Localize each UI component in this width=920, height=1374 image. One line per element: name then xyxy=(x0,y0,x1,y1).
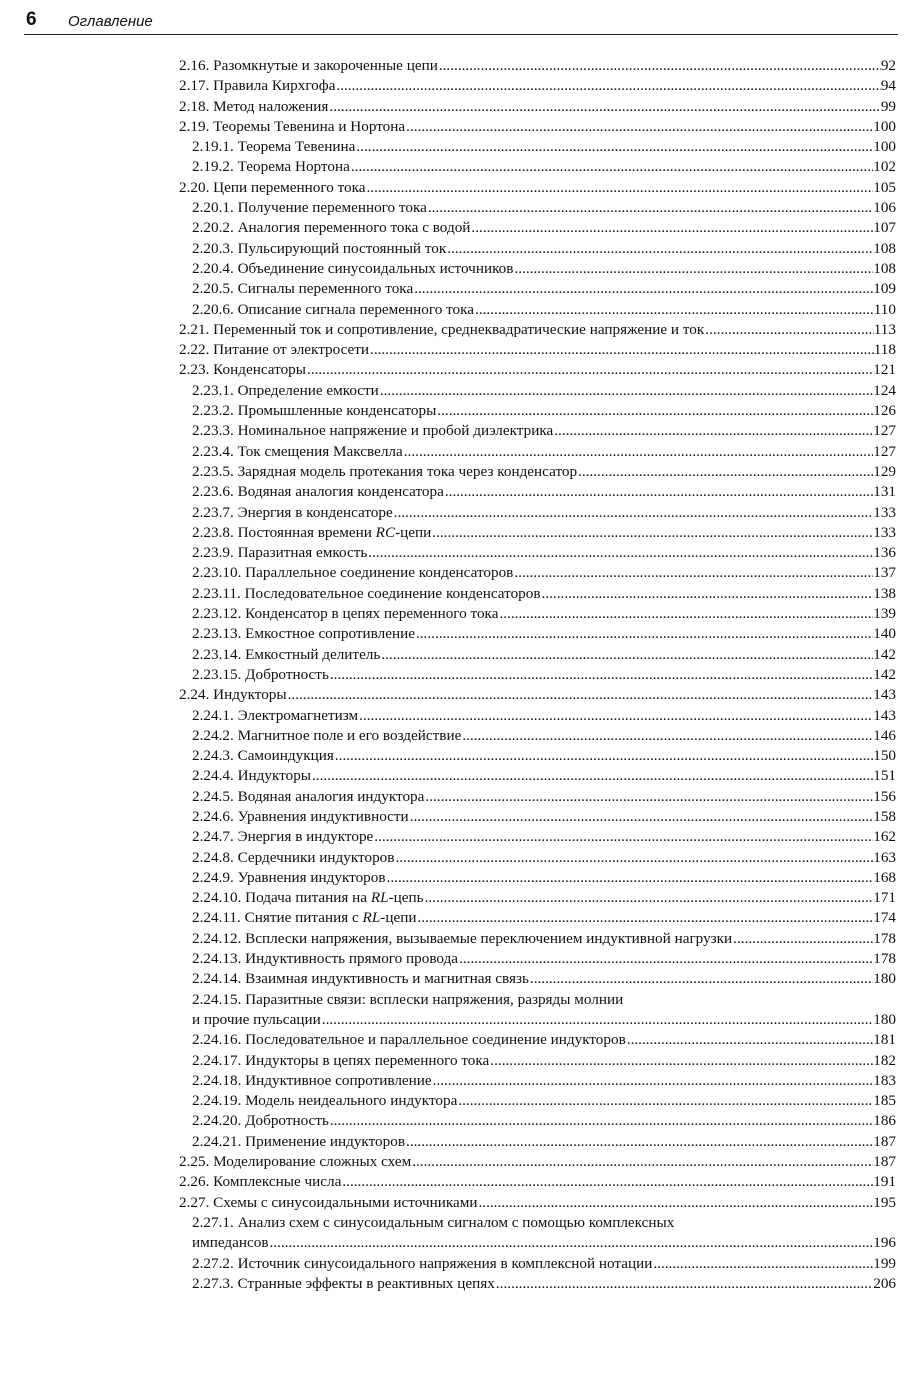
dot-leader xyxy=(355,137,873,157)
running-header xyxy=(24,8,898,35)
dot-leader xyxy=(495,1274,873,1294)
dot-leader xyxy=(405,1132,873,1152)
toc-entry-page: 183 xyxy=(873,1071,896,1089)
toc-entry[interactable] xyxy=(179,848,896,868)
toc-entry-title: 2.19.2. Теорема Нортона xyxy=(192,158,350,176)
toc-entry-page: 143 xyxy=(873,686,896,704)
toc-entry-page: 140 xyxy=(873,625,896,643)
toc-entry-title: 2.24.8. Сердечники индукторов xyxy=(192,848,395,866)
toc-entry[interactable] xyxy=(179,1132,896,1152)
toc-entry[interactable] xyxy=(179,137,896,157)
toc-entry-title: 2.24.17. Индукторы в цепях переменного тока xyxy=(192,1051,490,1069)
dot-leader xyxy=(541,584,874,604)
toc-entry-page: 127 xyxy=(873,422,896,440)
toc-entry-title: 2.24.4. Индукторы xyxy=(192,767,311,785)
dot-leader xyxy=(427,198,873,218)
toc-entry-page: 94 xyxy=(880,77,896,95)
dot-leader xyxy=(416,908,873,928)
dot-leader xyxy=(457,1091,873,1111)
dot-leader xyxy=(446,239,873,259)
toc-entry-page: 142 xyxy=(873,645,896,663)
toc-entry-title: 2.18. Метод наложения xyxy=(179,97,329,115)
toc-entry-page: 186 xyxy=(873,1112,896,1130)
dot-leader xyxy=(477,1193,873,1213)
toc-entry[interactable] xyxy=(179,523,896,543)
toc-entry-page: 121 xyxy=(873,361,896,379)
toc-entry-page: 182 xyxy=(873,1051,896,1069)
toc-entry[interactable] xyxy=(179,340,896,360)
toc-entry-title: 2.24.3. Самоиндукция xyxy=(192,747,334,765)
toc-entry-page: 137 xyxy=(873,564,896,582)
toc-entry-title: 2.24.19. Модель неидеального индуктора xyxy=(192,1092,458,1110)
toc-entry-page: 168 xyxy=(873,868,896,886)
dot-leader xyxy=(553,421,873,441)
toc-entry-page: 110 xyxy=(873,300,896,318)
dot-leader xyxy=(328,97,880,117)
toc-entry-title: 2.23.12. Конденсатор в цепях переменного тока xyxy=(192,605,499,623)
running-title: Оглавление xyxy=(68,13,153,30)
toc-entry[interactable] xyxy=(179,462,896,482)
dot-leader xyxy=(341,1172,873,1192)
dot-leader xyxy=(373,827,873,847)
toc-entry-title: 2.20.2. Аналогия переменного тока с водой xyxy=(192,219,471,237)
dot-leader xyxy=(405,117,873,137)
toc-entry-page: 106 xyxy=(873,199,896,217)
toc-entry-title: 2.27. Схемы с синусоидальными источниками xyxy=(179,1193,478,1211)
dot-leader xyxy=(438,56,881,76)
toc-entry-page: 139 xyxy=(873,605,896,623)
toc-entry-page: 180 xyxy=(873,970,896,988)
toc-entry[interactable] xyxy=(179,949,896,969)
toc-entry-page: 171 xyxy=(873,889,896,907)
toc-entry-page: 108 xyxy=(873,259,896,277)
toc-entry-page: 133 xyxy=(873,503,896,521)
dot-leader xyxy=(329,665,873,685)
toc-entry[interactable] xyxy=(179,1213,896,1233)
toc-entry-page: 199 xyxy=(873,1254,896,1272)
toc-entry-title: 2.24.6. Уравнения индуктивности xyxy=(192,807,409,825)
dot-leader xyxy=(424,888,874,908)
toc-entry-page: 178 xyxy=(873,929,896,947)
dot-leader xyxy=(411,1152,873,1172)
dot-leader xyxy=(409,807,874,827)
toc-entry-title: 2.20. Цепи переменного тока xyxy=(179,178,366,196)
toc-entry-title: 2.23. Конденсаторы xyxy=(179,361,306,379)
toc-entry[interactable] xyxy=(179,1233,896,1253)
toc-entry-title: 2.24.16. Последовательное и параллельное соединение индукторов xyxy=(192,1031,626,1049)
toc-entry[interactable] xyxy=(179,624,896,644)
dot-leader xyxy=(652,1254,873,1274)
toc-entry-page: 108 xyxy=(873,239,896,257)
toc-entry-title: 2.22. Питание от электросети xyxy=(179,341,370,359)
toc-entry-page: 162 xyxy=(873,828,896,846)
toc-entry-title: 2.24.21. Применение индукторов xyxy=(192,1132,406,1150)
toc-entry-title: 2.27.1. Анализ схем с синусоидальным сигналом с помощью комплексных xyxy=(192,1213,675,1231)
toc-entry[interactable] xyxy=(179,218,896,238)
table-of-contents xyxy=(179,56,896,1294)
toc-entry-title: 2.23.10. Параллельное соединение конденсаторов xyxy=(192,564,514,582)
toc-entry-title: 2.23.9. Паразитная емкость xyxy=(192,544,368,562)
toc-entry[interactable] xyxy=(179,239,896,259)
toc-entry-title: 2.27.3. Странные эффекты в реактивных цепях xyxy=(192,1274,495,1292)
toc-entry-page: 143 xyxy=(873,706,896,724)
toc-entry-title: 2.20.5. Сигналы переменного тока xyxy=(192,280,414,298)
toc-entry[interactable] xyxy=(179,442,896,462)
toc-entry-page: 138 xyxy=(873,584,896,602)
toc-entry-page: 146 xyxy=(873,726,896,744)
toc-entry[interactable] xyxy=(179,1010,896,1030)
toc-entry[interactable] xyxy=(179,178,896,198)
toc-entry-page: 127 xyxy=(873,442,896,460)
toc-entry[interactable] xyxy=(179,97,896,117)
toc-entry-page: 187 xyxy=(873,1132,896,1150)
toc-entry-page: 102 xyxy=(873,158,896,176)
toc-entry[interactable] xyxy=(179,584,896,604)
toc-entry-page: 185 xyxy=(873,1092,896,1110)
toc-entry-page: 178 xyxy=(873,950,896,968)
toc-entry[interactable] xyxy=(179,868,896,888)
toc-entry-page: 100 xyxy=(873,138,896,156)
toc-entry[interactable] xyxy=(179,787,896,807)
toc-entry[interactable] xyxy=(179,726,896,746)
toc-entry[interactable] xyxy=(179,766,896,786)
toc-entry-title: 2.24.10. Подача питания на RL-цепь xyxy=(192,889,424,907)
dot-leader xyxy=(432,1071,874,1091)
dot-leader xyxy=(470,218,873,238)
toc-entry-title: 2.23.2. Промышленные конденсаторы xyxy=(192,402,437,420)
toc-entry-title: 2.21. Переменный ток и сопротивление, среднеквадратические напряжение и ток xyxy=(179,320,705,338)
toc-entry[interactable] xyxy=(179,706,896,726)
toc-entry-page: 206 xyxy=(873,1274,896,1292)
toc-entry-title: 2.23.15. Добротность xyxy=(192,665,329,683)
toc-entry-page: 180 xyxy=(873,1010,896,1028)
toc-entry[interactable] xyxy=(179,929,896,949)
toc-entry-page: 174 xyxy=(873,909,896,927)
toc-entry-title: 2.24.2. Магнитное поле и его воздействие xyxy=(192,726,462,744)
toc-entry-page: 131 xyxy=(873,483,896,501)
dot-leader xyxy=(379,381,873,401)
toc-entry-title: 2.19.1. Теорема Тевенина xyxy=(192,138,356,156)
dot-leader xyxy=(513,259,873,279)
toc-entry-title: 2.24.12. Всплески напряжения, вызываемые переключением индуктивной нагрузки xyxy=(192,929,733,947)
toc-entry-page: 124 xyxy=(873,381,896,399)
toc-entry-title: 2.24.20. Добротность xyxy=(192,1112,329,1130)
toc-entry-title: 2.23.1. Определение емкости xyxy=(192,381,379,399)
toc-entry-page: 136 xyxy=(873,544,896,562)
dot-leader xyxy=(334,746,873,766)
toc-entry-title: 2.16. Разомкнутые и закороченные цепи xyxy=(179,57,438,74)
dot-leader xyxy=(393,503,873,523)
toc-entry-title: 2.23.13. Емкостное сопротивление xyxy=(192,625,415,643)
toc-entry-page: 99 xyxy=(880,97,896,115)
toc-entry-title: 2.27.2. Источник синусоидального напряжения в комплексной нотации xyxy=(192,1254,653,1272)
toc-entry-page: 126 xyxy=(873,402,896,420)
toc-entry-title: 2.17. Правила Кирхгофа xyxy=(179,77,336,95)
toc-entry-page: 181 xyxy=(873,1031,896,1049)
toc-entry[interactable] xyxy=(179,421,896,441)
toc-entry-title: 2.24.5. Водяная аналогия индуктора xyxy=(192,787,425,805)
toc-entry[interactable] xyxy=(179,360,896,380)
toc-entry-page: 107 xyxy=(873,219,896,237)
dot-leader xyxy=(335,76,880,96)
dot-leader xyxy=(329,1111,873,1131)
toc-entry-page: 100 xyxy=(873,117,896,135)
dot-leader xyxy=(311,766,873,786)
toc-entry[interactable] xyxy=(179,685,896,705)
dot-leader xyxy=(577,462,873,482)
dot-leader xyxy=(458,949,873,969)
toc-entry[interactable] xyxy=(179,56,896,76)
toc-entry-title: 2.24. Индукторы xyxy=(179,686,287,704)
dot-leader xyxy=(436,401,873,421)
dot-leader xyxy=(403,442,873,462)
toc-entry[interactable] xyxy=(179,969,896,989)
toc-entry[interactable] xyxy=(179,117,896,137)
toc-entry-page: 163 xyxy=(873,848,896,866)
toc-entry[interactable] xyxy=(179,1172,896,1192)
toc-entry-title: 2.20.4. Объединение синусоидальных источников xyxy=(192,259,514,277)
toc-entry-title: 2.24.15. Паразитные связи: всплески напряжения, разряды молнии xyxy=(192,990,624,1008)
dot-leader xyxy=(367,543,873,563)
toc-entry[interactable] xyxy=(179,320,896,340)
dot-leader xyxy=(461,726,873,746)
toc-entry[interactable] xyxy=(179,381,896,401)
toc-entry-page: 92 xyxy=(880,57,896,74)
dot-leader xyxy=(321,1010,873,1030)
dot-leader xyxy=(287,685,874,705)
toc-entry-title: 2.24.1. Электромагнетизм xyxy=(192,706,359,724)
toc-entry-title: 2.24.18. Индуктивное сопротивление xyxy=(192,1071,432,1089)
toc-entry[interactable] xyxy=(179,604,896,624)
dot-leader xyxy=(386,868,874,888)
toc-entry-page: 156 xyxy=(873,787,896,805)
dot-leader xyxy=(424,787,873,807)
toc-entry[interactable] xyxy=(179,1111,896,1131)
toc-entry[interactable] xyxy=(179,1274,896,1294)
toc-entry-page: 133 xyxy=(873,523,896,541)
dot-leader xyxy=(626,1030,873,1050)
toc-entry[interactable] xyxy=(179,827,896,847)
toc-entry[interactable] xyxy=(179,746,896,766)
toc-entry[interactable] xyxy=(179,482,896,502)
toc-entry-page: 129 xyxy=(873,462,896,480)
toc-entry-page: 118 xyxy=(873,341,896,359)
toc-entry-title: импедансов xyxy=(192,1234,269,1252)
dot-leader xyxy=(498,604,873,624)
dot-leader xyxy=(415,624,873,644)
dot-leader xyxy=(369,340,874,360)
dot-leader xyxy=(513,563,873,583)
dot-leader xyxy=(269,1233,874,1253)
toc-entry-title: 2.26. Комплексные числа xyxy=(179,1173,342,1191)
dot-leader xyxy=(358,706,873,726)
toc-entry[interactable] xyxy=(179,1193,896,1213)
toc-entry[interactable] xyxy=(179,1091,896,1111)
toc-entry[interactable] xyxy=(179,1254,896,1274)
toc-entry-title: 2.19. Теоремы Тевенина и Нортона xyxy=(179,117,406,135)
dot-leader xyxy=(489,1051,873,1071)
toc-entry-page: 195 xyxy=(873,1193,896,1211)
toc-entry[interactable] xyxy=(179,1071,896,1091)
toc-entry[interactable] xyxy=(179,279,896,299)
toc-entry-title: 2.23.11. Последовательное соединение конденсаторов xyxy=(192,584,541,602)
toc-entry-title: 2.20.6. Описание сигнала переменного тока xyxy=(192,300,475,318)
toc-entry[interactable] xyxy=(179,76,896,96)
toc-entry-page: 150 xyxy=(873,747,896,765)
toc-entry[interactable] xyxy=(179,888,896,908)
toc-entry[interactable] xyxy=(179,990,896,1010)
toc-entry-page: 105 xyxy=(873,178,896,196)
toc-entry-title: 2.23.4. Ток смещения Максвелла xyxy=(192,442,403,460)
dot-leader xyxy=(366,178,874,198)
dot-leader xyxy=(444,482,873,502)
toc-entry-title: 2.24.13. Индуктивность прямого провода xyxy=(192,950,459,968)
page-number: 6 xyxy=(26,9,37,30)
toc-entry[interactable] xyxy=(179,1152,896,1172)
toc-entry[interactable] xyxy=(179,1051,896,1071)
toc-entry-title: 2.23.6. Водяная аналогия конденсатора xyxy=(192,483,444,501)
dot-leader xyxy=(529,969,873,989)
toc-entry-title: 2.23.3. Номинальное напряжение и пробой диэлектрика xyxy=(192,422,554,440)
dot-leader xyxy=(380,645,873,665)
toc-entry-title: 2.24.14. Взаимная индуктивность и магнитная связь xyxy=(192,970,529,988)
dot-leader xyxy=(350,157,873,177)
dot-leader xyxy=(474,300,874,320)
dot-leader xyxy=(431,523,873,543)
toc-entry-title: 2.20.3. Пульсирующий постоянный ток xyxy=(192,239,447,257)
toc-entry-title: 2.23.8. Постоянная времени RC-цепи xyxy=(192,523,432,541)
toc-entry-title: 2.20.1. Получение переменного тока xyxy=(192,199,427,217)
dot-leader xyxy=(306,360,873,380)
toc-entry[interactable] xyxy=(179,645,896,665)
toc-entry[interactable] xyxy=(179,665,896,685)
dot-leader xyxy=(413,279,873,299)
dot-leader xyxy=(704,320,874,340)
toc-entry[interactable] xyxy=(179,908,896,928)
dot-leader xyxy=(394,848,873,868)
toc-entry-page: 191 xyxy=(873,1173,896,1191)
toc-entry[interactable] xyxy=(179,157,896,177)
toc-entry[interactable] xyxy=(179,300,896,320)
toc-entry-title: 2.24.11. Снятие питания с RL-цепи xyxy=(192,909,417,927)
toc-entry[interactable] xyxy=(179,807,896,827)
toc-entry[interactable] xyxy=(179,401,896,421)
toc-entry[interactable] xyxy=(179,543,896,563)
toc-entry-title: 2.23.14. Емкостный делитель xyxy=(192,645,381,663)
toc-entry-title: и прочие пульсации xyxy=(192,1010,321,1028)
toc-entry-page: 113 xyxy=(873,320,896,338)
toc-entry-page: 196 xyxy=(873,1234,896,1252)
toc-entry[interactable] xyxy=(179,259,896,279)
toc-entry-title: 2.24.9. Уравнения индукторов xyxy=(192,868,386,886)
toc-entry-page: 187 xyxy=(873,1153,896,1171)
toc-entry[interactable] xyxy=(179,1030,896,1050)
dot-leader xyxy=(732,929,873,949)
toc-entry-page: 158 xyxy=(873,807,896,825)
toc-entry-title: 2.23.5. Зарядная модель протекания тока через конденсатор xyxy=(192,462,578,480)
toc-entry[interactable] xyxy=(179,503,896,523)
toc-entry-title: 2.24.7. Энергия в индукторе xyxy=(192,828,374,846)
toc-entry-page: 142 xyxy=(873,665,896,683)
toc-entry-title: 2.23.7. Энергия в конденсаторе xyxy=(192,503,393,521)
toc-entry-page: 151 xyxy=(873,767,896,785)
toc-entry-title: 2.25. Моделирование сложных схем xyxy=(179,1153,412,1171)
toc-entry[interactable] xyxy=(179,563,896,583)
toc-entry[interactable] xyxy=(179,198,896,218)
toc-entry-page: 109 xyxy=(873,280,896,298)
